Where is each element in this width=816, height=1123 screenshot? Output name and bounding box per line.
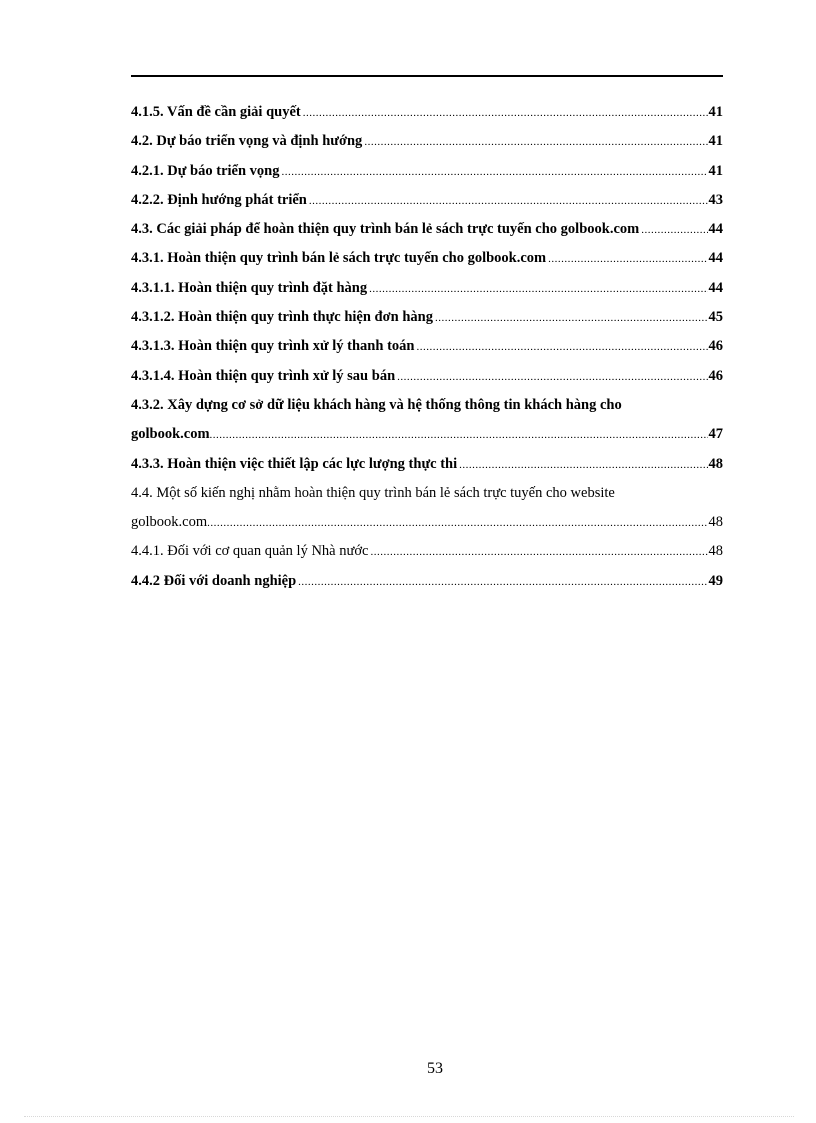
- toc-entry-title: 4.3.1. Hoàn thiện quy trình bán lẻ sách trực tuyến cho golbook.com: [131, 250, 547, 267]
- toc-leader-dots: [416, 333, 707, 362]
- toc-entry-page: 43: [708, 191, 723, 208]
- toc-entry-title: 4.2.1. Dự báo triển vọng: [131, 162, 280, 179]
- toc-entry-page: 46: [708, 338, 723, 355]
- toc-entry-page: 48: [708, 455, 723, 472]
- toc-leader-dots: [435, 304, 708, 333]
- toc-entry[interactable]: [131, 567, 723, 596]
- toc-entry-title: 4.3.1.2. Hoàn thiện quy trình thực hiện đơn hàng: [131, 309, 433, 326]
- toc-entry-page: 46: [708, 367, 723, 384]
- toc-leader-dots: [298, 568, 707, 597]
- toc-entry-title: 4.4. Một số kiến nghị nhằm hoàn thiện quy trình bán lẻ sách trực tuyến cho website: [131, 484, 615, 501]
- toc-entry-title: 4.3. Các giải pháp để hoàn thiện quy trình bán lẻ sách trực tuyến cho golbook.com: [131, 221, 640, 238]
- toc-leader-dots: [369, 275, 707, 304]
- toc-entry[interactable]: [131, 186, 723, 215]
- toc-entry[interactable]: [131, 450, 723, 479]
- toc-leader-dots: [641, 216, 707, 245]
- toc-entry-title: 4.4.1. Đối với cơ quan quản lý Nhà nước: [131, 543, 369, 560]
- toc-leader-dots: [281, 158, 707, 187]
- toc-entry-page: 44: [708, 250, 723, 267]
- toc-entry[interactable]: [131, 479, 723, 508]
- page-number: 53: [427, 1060, 443, 1077]
- toc-entry-page: 41: [708, 162, 723, 179]
- toc-leader-dots: [207, 509, 707, 538]
- toc-entry-page: 49: [708, 572, 723, 589]
- toc-leader-dots: [548, 245, 707, 274]
- toc-leader-dots: [397, 363, 707, 392]
- toc-entry-continuation: golbook.com: [131, 514, 208, 531]
- toc-entry-continuation: golbook.com: [131, 426, 210, 443]
- toc-leader-dots: [364, 128, 707, 157]
- toc-entry[interactable]: [131, 274, 723, 303]
- toc-leader-dots: [210, 421, 708, 450]
- toc-entry-page: 41: [708, 104, 723, 120]
- toc-entry[interactable]: [131, 157, 723, 186]
- toc-entry-title: 4.1.5. Vấn đề cần giải quyết: [131, 104, 301, 120]
- toc-entry[interactable]: [131, 362, 723, 391]
- toc-entry-continuation-line[interactable]: [131, 420, 723, 449]
- toc-entry-page: 45: [708, 309, 723, 326]
- toc-entry-title: 4.4.2 Đối với doanh nghiệp: [131, 572, 297, 589]
- toc-entry[interactable]: [131, 127, 723, 156]
- toc-entry[interactable]: [131, 391, 723, 420]
- toc-entry[interactable]: [131, 98, 723, 127]
- table-of-contents: [131, 98, 723, 596]
- toc-leader-dots: [303, 99, 708, 128]
- toc-entry[interactable]: [131, 537, 723, 566]
- toc-entry-page: 48: [708, 543, 723, 560]
- footer-rule: [24, 1116, 794, 1117]
- toc-leader-dots: [459, 451, 707, 480]
- toc-entry[interactable]: [131, 303, 723, 332]
- toc-entry[interactable]: [131, 244, 723, 273]
- toc-entry[interactable]: [131, 332, 723, 361]
- header-rule: [131, 75, 723, 77]
- toc-entry-title: 4.2. Dự báo triển vọng và định hướng: [131, 133, 363, 150]
- toc-entry-title: 4.2.2. Định hướng phát triển: [131, 191, 307, 208]
- toc-entry-page: 44: [708, 221, 723, 238]
- toc-entry-title: 4.3.1.1. Hoàn thiện quy trình đặt hàng: [131, 279, 368, 296]
- toc-leader-dots: [370, 538, 707, 567]
- toc-entry-title: 4.3.1.3. Hoàn thiện quy trình xử lý thanh toán: [131, 338, 415, 355]
- toc-entry[interactable]: [131, 215, 723, 244]
- toc-entry-title: 4.3.2. Xây dựng cơ sở dữ liệu khách hàng và hệ thống thông tin khách hàng cho: [131, 396, 622, 413]
- toc-entry-page: 44: [708, 279, 723, 296]
- toc-entry-title: 4.3.3. Hoàn thiện việc thiết lập các lực lượng thực thi: [131, 455, 458, 472]
- toc-entry-page: 41: [708, 133, 723, 150]
- toc-entry-continuation-line[interactable]: [131, 508, 723, 537]
- toc-entry-page: 47: [708, 426, 723, 443]
- toc-entry-title: 4.3.1.4. Hoàn thiện quy trình xử lý sau bán: [131, 367, 396, 384]
- toc-entry-page: 48: [708, 514, 723, 531]
- toc-leader-dots: [309, 187, 708, 216]
